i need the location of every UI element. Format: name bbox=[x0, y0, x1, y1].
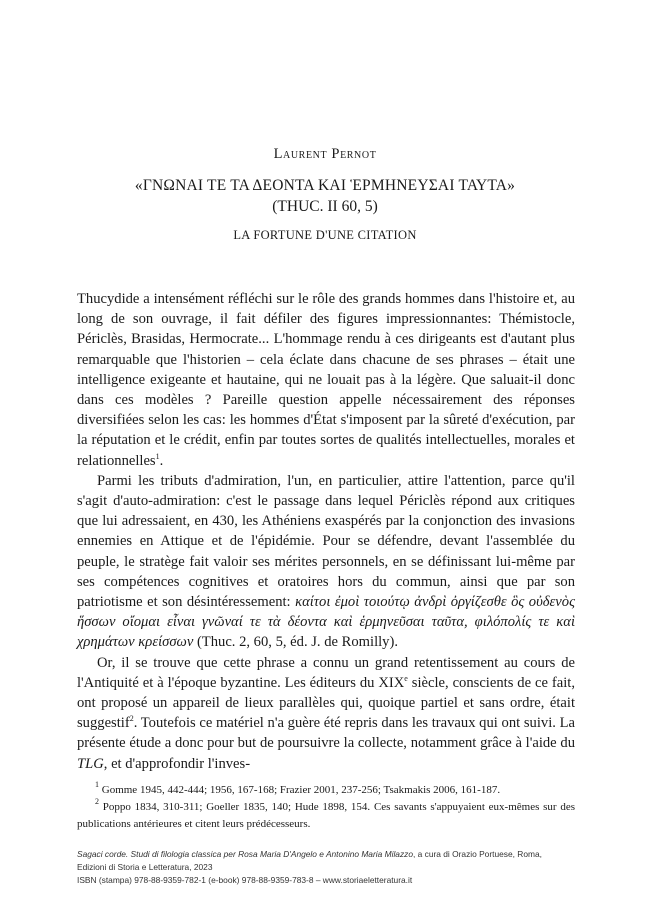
tlg-abbreviation: TLG bbox=[77, 755, 104, 772]
paragraph-3-text-c: . Toutefois ce matériel n'a guère été repris dans les travaux qui ont suivi. La présente étude a donc pour but de poursuivre la collecte, notamment grâce à l'aide du bbox=[77, 715, 575, 752]
editor-credit: , a cura di Orazio Portuese, Roma, bbox=[413, 849, 542, 859]
article-title-reference: (THUC. II 60, 5) bbox=[272, 198, 378, 215]
paragraph-2 bbox=[77, 471, 575, 653]
paragraph-2-text: Parmi les tributs d'admiration, l'un, en particulier, attire l'attention, parce qu'il s'agit d'auto-admiration: c'est le passage dans lequel Périclès répond aux critiques que lui adressaient, en 430, les Athéniens exaspérés par la conjonction des invasions ennemies en Attique et de l'épidémie. Pour se défendre, devant l'assemblée du peuple, le stratège fait valoir ses mérites personnels, en se définissant lui-même par ses compétences cognitives et oratoires hors du commun, ainsi que par son patriotisme et son désintéressement: bbox=[77, 472, 575, 611]
paragraph-1-text: Thucydide a intensément réfléchi sur le rôle des grands hommes dans l'histoire et, au long de son ouvrage, il fait défiler des figures impressionnantes: Thémistocle, Périclès, Brasidas, Hermocrate... L'hommage rendu à ces dirigeants est d'autant plus remarquable que l'historien – cela éclate dans chacune de ses phrases – était une intelligence exigeante et hautaine, qui ne louait pas à la légère. Que saluait-il donc dans ces modèles ? Pareille question appelle nécessairement des réponses diversifiées selon les cas: les hommes d'État s'imposent par la sûreté d'exécution, par la réputation et le crédit, enfin par toutes sortes de qualités intellectuelles, morales et relationnelles bbox=[77, 291, 575, 469]
paragraph-3-text-b: siècle, conscients de ce fait, ont proposé un appareil de lieux parallèles qui, quoique partiel et sans ordre, était suggestif bbox=[77, 674, 575, 732]
paragraph-1 bbox=[77, 289, 575, 471]
footnote-1-text: Gomme 1945, 442-444; 1956, 167-168; Frazier 2001, 237-256; Tsakmakis 2006, 161-187. bbox=[101, 784, 501, 796]
paragraph-2-end: (Thuc. 2, 60, 5, éd. J. de Romilly). bbox=[193, 634, 398, 651]
colophon-publisher: Edizioni di Storia e Letteratura, 2023 bbox=[77, 862, 213, 872]
greek-quotation: καίτοι ἐμοὶ τοιούτῳ ἀνδρὶ ὀργίζεσθε ὃς οὐδενὸς ἥσσων οἴομαι εἶναι γνῶναί τε τὰ δέοντα καὶ ἑρμηνεῦσαι ταῦτα, φιλόπολίς τε καὶ χρημάτων κρείσσων bbox=[77, 594, 575, 651]
colophon-isbn: ISBN (stampa) 978-88-9359-782-1 (e-book) 978-88-9359-783-8 – www.storiaeletteratura.it bbox=[77, 875, 413, 885]
colophon-line-1 bbox=[77, 848, 575, 861]
author-name: Laurent Pernot bbox=[273, 146, 377, 162]
footnote-ref-1: 1 bbox=[155, 451, 160, 461]
paragraph-1-end: . bbox=[159, 452, 164, 469]
volume-title: Sagaci corde. Studi di filologia classica per Rosa Maria D'Angelo e Antonino Maria Milazzo bbox=[77, 849, 413, 859]
paragraph-3-text-a: Or, il se trouve que cette phrase a connu un grand retentissement au cours de l'Antiquité et à l'époque byzantine. Les éditeurs du XIX bbox=[77, 654, 575, 691]
footnote-1 bbox=[77, 782, 575, 799]
publication-colophon bbox=[77, 848, 575, 887]
century-superscript: e bbox=[404, 673, 408, 683]
article-title-greek: «ΓΝΩΝΑΙ ΤΕ ΤΑ ΔΕΟΝΤΑ ΚΑΙ ἙΡΜΗΝΕΥΣΑΙ ΤΑΥΤΑ» bbox=[134, 177, 516, 194]
paragraph-3-text-d: , et d'approfondir l'inves- bbox=[103, 755, 251, 772]
footnote-2-text: Poppo 1834, 310-311; Goeller 1835, 140; Hude 1898, 154. Ces savants s'appuyaient eux-mêmes sur des publications antérieures et citent leurs prédécesseurs. bbox=[77, 801, 575, 830]
footnotes bbox=[77, 782, 575, 833]
paragraph-3 bbox=[77, 653, 575, 774]
footnote-2-number: 2 bbox=[95, 797, 99, 806]
article-subtitle: LA FORTUNE D'UNE CITATION bbox=[233, 228, 417, 242]
footnote-ref-2: 2 bbox=[129, 714, 134, 724]
footnote-1-number: 1 bbox=[95, 780, 99, 789]
footnote-2 bbox=[77, 799, 575, 833]
main-text bbox=[77, 289, 575, 774]
